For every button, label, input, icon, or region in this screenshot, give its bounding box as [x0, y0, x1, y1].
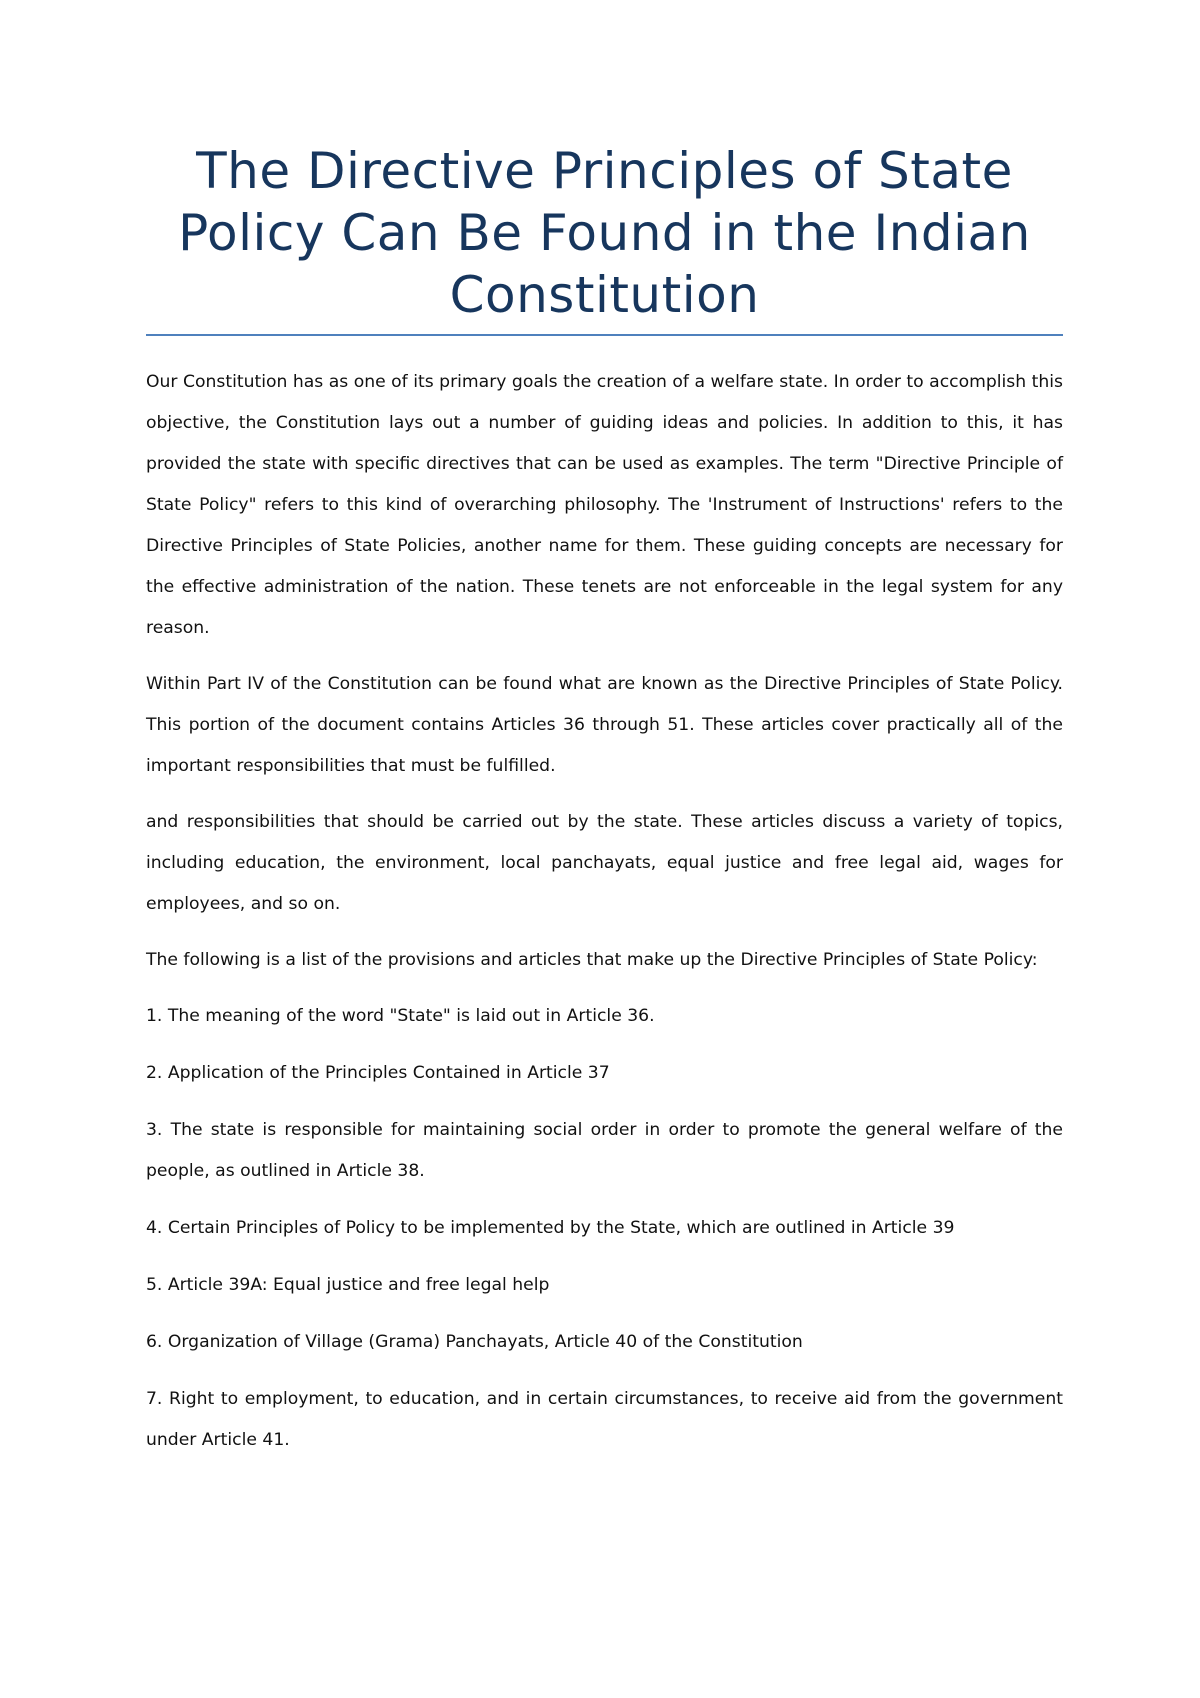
list-item-article-36: 1. The meaning of the word "State" is laid out in Article 36. — [146, 1006, 655, 1026]
list-item-article-41: 7. Right to employment, to education, and in certain circumstances, to receive aid from the government under Article 41. — [146, 1389, 1063, 1450]
list-item-article-37: 2. Application of the Principles Contained in Article 37 — [146, 1063, 610, 1083]
list-item-article-39: 4. Certain Principles of Policy to be implemented by the State, which are outlined in Article 39 — [146, 1218, 955, 1238]
paragraph-responsibilities: and responsibilities that should be carried out by the state. These articles discuss a variety of topics, including education, the environment, local panchayats, equal justice and free legal aid, wages for employees, and so on. — [146, 812, 1063, 914]
title-divider — [146, 334, 1063, 336]
paragraph-part-iv: Within Part IV of the Constitution can be found what are known as the Directive Principles of State Policy. This portion of the document contains Articles 36 through 51. These articles cover practically all of the important responsibilities that must be fulfilled. — [146, 674, 1063, 776]
document-page — [146, 140, 1063, 1477]
paragraph-list-intro: The following is a list of the provisions and articles that make up the Directive Principles of State Policy: — [146, 950, 1038, 970]
document-title: The Directive Principles of State Policy Can Be Found in the Indian Constitution — [178, 142, 1031, 324]
list-item-article-38: 3. The state is responsible for maintaining social order in order to promote the general welfare of the people, as outlined in Article 38. — [146, 1120, 1063, 1181]
list-item-article-40: 6. Organization of Village (Grama) Panchayats, Article 40 of the Constitution — [146, 1332, 803, 1352]
list-item-article-39a: 5. Article 39A: Equal justice and free legal help — [146, 1275, 550, 1295]
paragraph-intro: Our Constitution has as one of its primary goals the creation of a welfare state. In order to accomplish this objective, the Constitution lays out a number of guiding ideas and policies. In addition to this, it has provided the state with specific directives that can be used as examples. The term "Directive Principle of State Policy" refers to this kind of overarching philosophy. The 'Instrument of Instructions' refers to the Directive Principles of State Policies, another name for them. These guiding concepts are necessary for the effective administration of the nation. These tenets are not enforceable in the legal system for any reason. — [146, 372, 1063, 638]
